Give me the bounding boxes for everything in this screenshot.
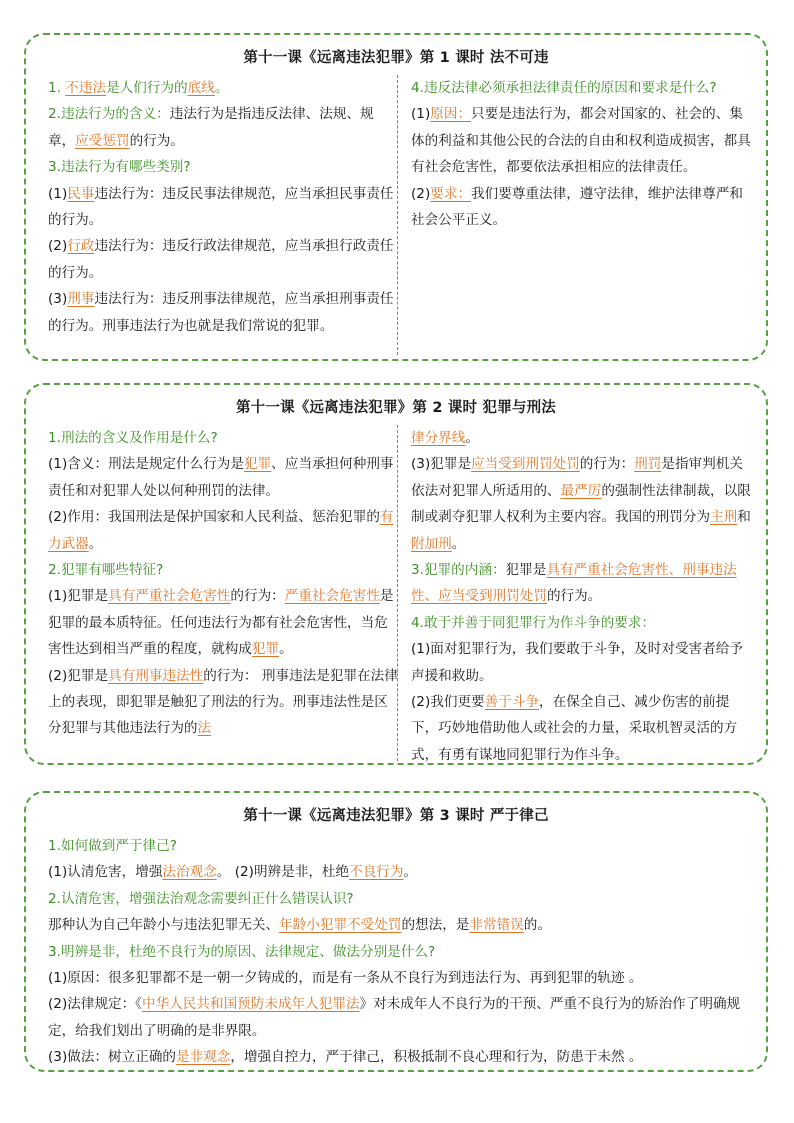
q1-number: 1. <box>48 80 66 96</box>
punctuation: 。 <box>279 641 293 658</box>
answer-text: 只要是违法行为，都会对国家的、社会的、集体的利益和其他公民的合法的自由和权利造成损害，都具有社会危害性，都要依法承担相应的法律责任。 <box>411 106 751 176</box>
answer-text: (2)法律规定：《 <box>48 996 143 1013</box>
lesson2-right-column <box>411 425 751 768</box>
lesson3-practice <box>48 1044 758 1070</box>
lesson1-category-admin <box>48 233 398 286</box>
keyword: 底线 <box>187 80 215 96</box>
lesson2-feature-3 <box>411 451 751 557</box>
answer-text: 的想法，是 <box>401 917 470 934</box>
answer-text: 的行为。 <box>129 132 184 149</box>
lesson1-right-column <box>411 75 751 233</box>
answer-text: 》对未成年人不良行为的干预、严重不良行为的矫治作了明确规定，给我们划出了明确的是非界限。 <box>48 996 741 1039</box>
keyword: 是非观念 <box>176 1049 231 1066</box>
keyword: 不良行为 <box>349 864 404 881</box>
lesson3-law <box>48 991 758 1044</box>
lesson3-card <box>24 791 768 1072</box>
keyword: 具有严重社会危害性、刑事违法性、应当受到刑罚处罚 <box>411 562 737 605</box>
answer-text: 是犯罪的最本质特征。任何违法行为都有社会危害性，当危害性达到相当严重的程度，就构成 <box>48 588 394 658</box>
answer-text: (3)犯罪是 <box>411 456 472 473</box>
answer-text: (2)作用：我国刑法是保护国家和人民利益、惩治犯罪的 <box>48 509 380 526</box>
lesson3-a1 <box>48 859 758 885</box>
keyword: 民事 <box>67 185 95 202</box>
lesson1-category-civil <box>48 181 398 234</box>
punctuation: 。 <box>403 864 418 881</box>
lesson1-category-criminal <box>48 286 398 339</box>
answer-text: (1)犯罪是 <box>48 588 109 605</box>
answer-text: 的行为： 刑事违法是犯罪在法律上的表现，即犯罪是触犯了刑法的行为。刑事违法性是区分犯罪与其他违法行为的 <box>48 667 398 737</box>
answer-text: (1)认清危害，增强 <box>48 864 163 881</box>
lesson1-q2 <box>48 101 398 154</box>
keyword: 不违法 <box>65 80 107 96</box>
lesson2-q3 <box>411 557 751 610</box>
lesson2-feature-2 <box>48 663 398 742</box>
lesson3-body <box>48 833 758 1071</box>
keyword: 善于斗争 <box>484 694 540 711</box>
answer-text: 、应当承担何种刑事责任和对犯罪人处以何种刑罚的法律。 <box>48 456 394 499</box>
lesson1-q4-heading: 4.违反法律必须承担法律责任的原因和要求是什么? <box>411 80 717 96</box>
keyword: 刑事 <box>67 291 95 308</box>
answer-text: 的行为。 <box>546 588 602 605</box>
answer-text: 违法行为：违反民事法律规范，应当承担民事责任的行为。 <box>48 185 394 229</box>
lesson2-fight-1: (1)面对犯罪行为，我们要敢于斗争，及时对受害者给予声援和救助。 <box>411 641 743 684</box>
punctuation: 。 <box>451 535 466 552</box>
answer-text: 违法行为：违反行政法律规范，应当承担行政责任的行为。 <box>48 238 394 281</box>
answer-text: 的。 <box>523 917 551 934</box>
answer-text: 的行为： <box>230 588 285 605</box>
lesson2-q1-heading: 1.刑法的含义及作用是什么? <box>48 430 218 446</box>
lesson2-q2-heading: 2.犯罪有哪些特征? <box>48 562 164 579</box>
answer-text: (2)我们更要 <box>411 694 485 711</box>
lesson1-reason <box>411 101 751 180</box>
item-number: (1) <box>411 106 431 123</box>
answer-text: ，在保全自己、减少伤害的前提下，巧妙地借助他人或社会的力量，采取机智灵活的方式，有勇有谋地同犯罪行为作斗争。 <box>411 694 738 763</box>
lesson1-title: 第十一课《远离违法犯罪》第 1 课时 法不可违 <box>243 50 549 66</box>
item-number: (3) <box>48 291 68 308</box>
keyword: 中华人民共和国预防未成年人犯罪法 <box>142 996 360 1013</box>
punctuation: 。 <box>88 535 103 552</box>
keyword: 年龄小犯罪不受处罚 <box>279 917 402 934</box>
lesson3-reason: (1)原因：很多犯罪都不是一朝一夕铸成的，而是有一条从不良行为到违法行为、再到犯罪的轨迹 。 <box>48 970 643 987</box>
q1-text: 是人们行为的 <box>106 80 188 96</box>
item-number: (2) <box>48 238 68 255</box>
keyword: 法 <box>197 720 212 737</box>
keyword: 法治观念 <box>162 864 217 881</box>
item-number: (2) <box>411 185 431 202</box>
lesson2-definition <box>48 451 398 504</box>
answer-text: (1)含义：刑法是规定什么行为是 <box>48 456 244 473</box>
answer-text: 是指审判机关依法对犯罪人所适用的、 <box>411 456 743 499</box>
answer-text: 的行为： <box>579 456 635 473</box>
answer-text: 的强制性法律制裁，以限制或剥夺犯罪人权利为主要内容。我国的刑罚分为 <box>411 482 751 526</box>
lesson2-title: 第十一课《远离违法犯罪》第 2 课时 犯罪与刑法 <box>235 400 557 416</box>
lesson3-q3-heading: 3.明辨是非，杜绝不良行为的原因、法律规定、做法分别是什么? <box>48 943 436 960</box>
keyword: 严重社会危害性 <box>284 588 380 605</box>
lesson2-feature-2-continued <box>411 425 751 451</box>
answer-text: 那种认为自己年龄小与违法犯罪无关、 <box>48 917 280 934</box>
lesson1-left-column <box>48 75 398 339</box>
punctuation: 。 <box>465 430 479 446</box>
keyword: 原因： <box>430 106 472 123</box>
lesson3-a2 <box>48 912 758 938</box>
lesson2-q4-heading: 4.敢于并善于同犯罪行为作斗争的要求： <box>411 614 656 631</box>
answer-text: ，增强自控力，严于律己，积极抵制不良心理和行为，防患于未然 。 <box>230 1049 643 1066</box>
keyword: 有力武器 <box>48 509 394 552</box>
lesson3-q1-heading: 1.如何做到严于律己? <box>48 838 177 854</box>
lesson3-title: 第十一课《远离违法犯罪》第 3 课时 严于律己 <box>243 808 549 824</box>
keyword: 应受惩罚 <box>75 132 130 149</box>
answer-text: (3)做法：树立正确的 <box>48 1049 177 1066</box>
question-heading: 3.犯罪的内涵： <box>411 562 506 579</box>
lesson2-left-column <box>48 425 398 742</box>
keyword: 主刑 <box>710 509 738 526</box>
keyword: 犯罪 <box>243 456 272 473</box>
answer-text: 和 <box>737 509 751 526</box>
keyword: 刑罚 <box>634 456 662 473</box>
answer-text: 我们要尊重法律，遵守法律，维护法律尊严和社会公平正义。 <box>411 185 743 229</box>
lesson3-q2-heading: 2.认清危害，增强法治观念需要纠正什么错误认识? <box>48 890 354 907</box>
answer-text: 犯罪是 <box>505 562 547 579</box>
lesson1-card <box>24 33 768 361</box>
lesson1-q1 <box>48 75 398 101</box>
keyword: 要求： <box>430 185 472 202</box>
lesson2-fight-2 <box>411 689 751 768</box>
answer-text: 违法行为：违反刑事法律规范，应当承担刑事责任的行为。刑事违法行为也就是我们常说的犯罪。 <box>48 291 394 334</box>
question-heading: 2.违法行为的含义： <box>48 106 170 123</box>
keyword: 犯罪 <box>251 641 280 658</box>
lesson2-card <box>24 383 768 765</box>
punctuation: 。 <box>214 80 229 96</box>
answer-text: 。 (2)明辨是非，杜绝 <box>216 864 350 881</box>
keyword: 具有刑事违法性 <box>108 667 204 684</box>
answer-text: (2)犯罪是 <box>48 667 109 684</box>
lesson2-feature-1 <box>48 583 398 662</box>
lesson2-function <box>48 504 398 557</box>
lesson1-q3-heading: 3.违法行为有哪些类别? <box>48 159 191 176</box>
keyword: 行政 <box>67 238 95 255</box>
keyword: 非常错误 <box>469 917 524 934</box>
keyword: 应当受到刑罚处罚 <box>471 456 580 473</box>
keyword: 具有严重社会危害性 <box>108 588 231 605</box>
item-number: (1) <box>48 185 68 202</box>
lesson1-requirement <box>411 181 751 234</box>
keyword: 最严厉 <box>560 482 602 499</box>
answer-text: 违法行为是指违反法律、法规、规章， <box>48 106 374 149</box>
keyword: 附加刑 <box>411 535 452 552</box>
keyword: 律分界线 <box>411 430 466 446</box>
